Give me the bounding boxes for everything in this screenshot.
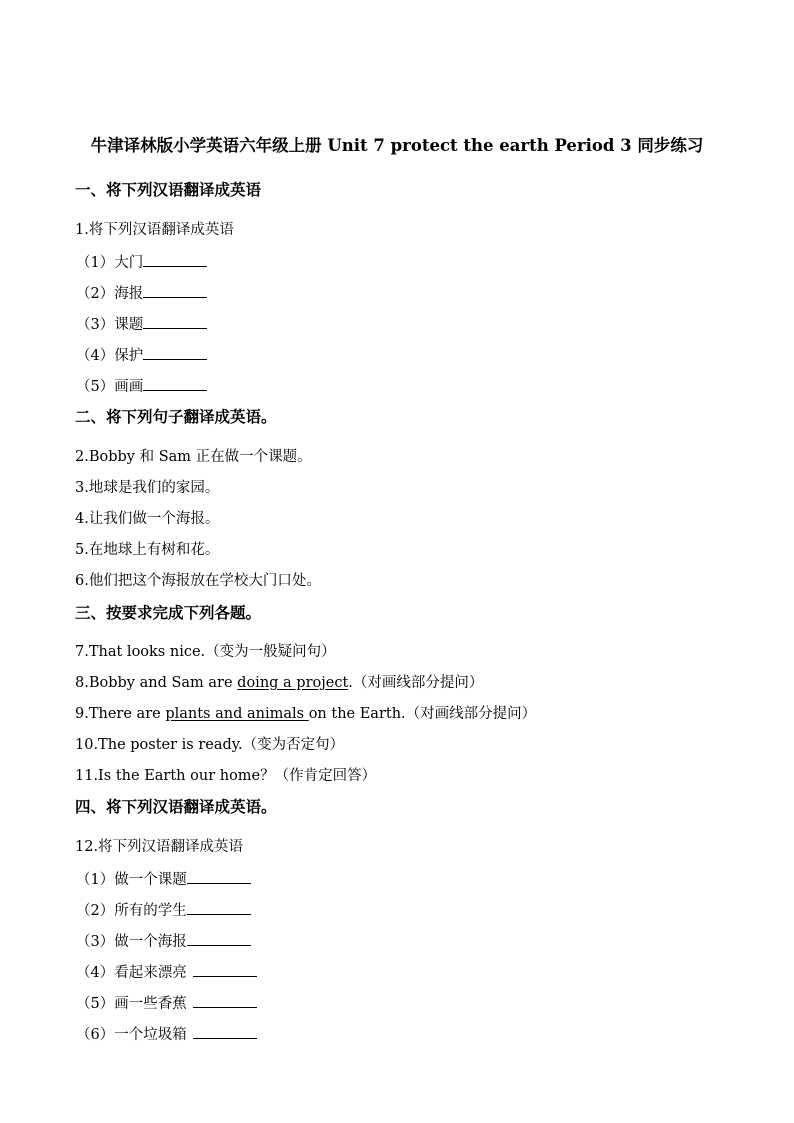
answer-blank[interactable]	[193, 962, 257, 977]
item-label: （2）海报	[76, 286, 144, 302]
question-9-text: 9.There are	[75, 706, 166, 722]
item-label: （3）课题	[76, 317, 144, 333]
question-8	[75, 673, 483, 693]
item-label: （4）保护	[76, 348, 144, 364]
answer-blank[interactable]	[143, 314, 207, 329]
question-12-item-4	[76, 962, 257, 983]
item-label: （2）所有的学生	[76, 903, 187, 919]
question-3: 3.地球是我们的家园。	[75, 480, 220, 496]
question-8-instruction: .（对画线部分提问）	[348, 675, 484, 691]
question-7: 7.That looks nice.（变为一般疑问句）	[75, 644, 336, 660]
item-label: （5）画一些香蕉	[76, 996, 187, 1012]
question-1-item-3	[76, 314, 207, 335]
answer-blank[interactable]	[193, 993, 257, 1008]
question-9	[75, 704, 536, 724]
question-6: 6.他们把这个海报放在学校大门口处。	[75, 573, 321, 589]
question-10: 10.The poster is ready.（变为否定句）	[75, 737, 345, 753]
answer-blank[interactable]	[187, 900, 251, 915]
answer-blank[interactable]	[143, 376, 207, 391]
question-1: 1.将下列汉语翻译成英语	[75, 222, 234, 238]
question-1-item-1	[76, 252, 207, 273]
question-5: 5.在地球上有树和花。	[75, 542, 220, 558]
question-9-instruction: on the Earth.（对画线部分提问）	[308, 706, 537, 722]
answer-blank[interactable]	[143, 345, 207, 360]
question-1-item-4	[76, 345, 207, 366]
answer-blank[interactable]	[143, 283, 207, 298]
item-label: （1）大门	[76, 255, 144, 271]
question-12-item-5	[76, 993, 257, 1014]
question-11: 11.Is the Earth our home？（作肯定回答）	[75, 768, 377, 784]
question-1-item-5	[76, 376, 207, 397]
section-1-heading: 一、将下列汉语翻译成英语	[75, 180, 262, 199]
item-label: （3）做一个海报	[76, 934, 187, 950]
question-8-underlined: doing a project	[237, 675, 349, 691]
question-12-item-3	[76, 931, 251, 952]
question-1-item-2	[76, 283, 207, 304]
question-12-item-6	[76, 1024, 257, 1045]
question-4: 4.让我们做一个海报。	[75, 511, 220, 527]
worksheet-title: 牛津译林版小学英语六年级上册 Unit 7 protect the earth Period 3 同步练习	[90, 136, 704, 155]
answer-blank[interactable]	[143, 252, 207, 267]
question-8-text: 8.Bobby and Sam are	[75, 675, 238, 691]
item-label: （6）一个垃圾箱	[76, 1027, 187, 1043]
answer-blank[interactable]	[187, 931, 251, 946]
question-12: 12.将下列汉语翻译成英语	[75, 839, 244, 855]
answer-blank[interactable]	[187, 869, 251, 884]
section-4-heading: 四、将下列汉语翻译成英语。	[75, 797, 277, 816]
answer-blank[interactable]	[193, 1024, 257, 1039]
item-label: （1）做一个课题	[76, 872, 187, 888]
item-label: （5）画画	[76, 379, 144, 395]
question-9-underlined: plants and animals	[165, 706, 309, 722]
section-3-heading: 三、按要求完成下列各题。	[75, 603, 262, 622]
section-2-heading: 二、将下列句子翻译成英语。	[75, 407, 277, 426]
item-label: （4）看起来漂亮	[76, 965, 187, 981]
question-12-item-1	[76, 869, 251, 890]
question-2: 2.Bobby 和 Sam 正在做一个课题。	[75, 449, 312, 465]
question-12-item-2	[76, 900, 251, 921]
